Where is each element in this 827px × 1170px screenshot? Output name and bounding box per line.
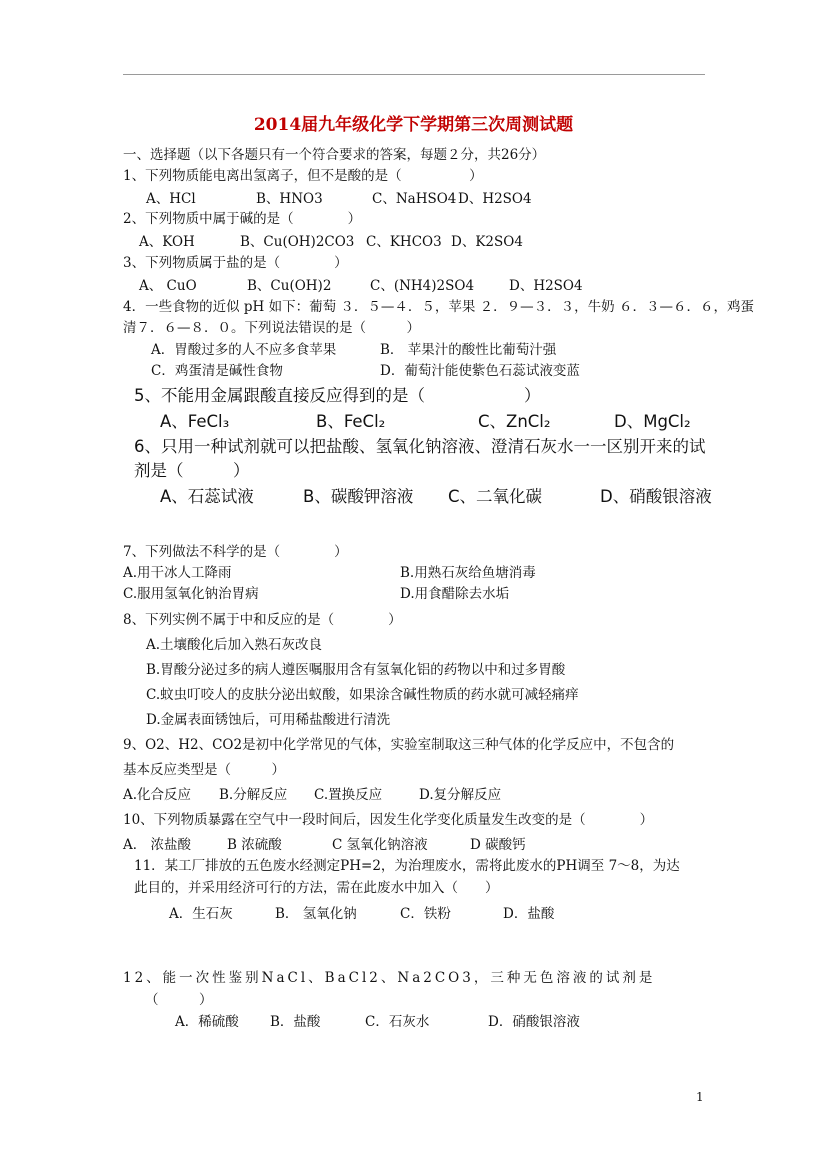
option-b: B、碳酸钾溶液 [303, 487, 414, 506]
option-c: C、二氧化碳 [448, 487, 543, 506]
option-b: B、Cu(OH)2CO3 [240, 234, 355, 250]
option-c: C、NaHSO4 [372, 191, 457, 207]
option-a: A.用干冰人工降雨 [123, 565, 232, 581]
option-c: C、KHCO3 [366, 234, 442, 250]
option-a: A．生石灰 [169, 906, 233, 922]
option-b: B.用熟石灰给鱼塘消毒 [400, 565, 536, 581]
option-b: B． 氢氧化钠 [275, 906, 357, 922]
question-3-stem: 3、下列物质属于盐的是（ ） [123, 255, 348, 271]
option-a: A．稀硫酸 [175, 1014, 239, 1030]
option-b: B、FeCl₂ [316, 412, 386, 431]
option-c: C．鸡蛋清是碱性食物 [151, 363, 283, 379]
option-b: B、HNO3 [256, 191, 323, 207]
option-d: D.复分解反应 [419, 787, 502, 803]
option-c: C.蚊虫叮咬人的皮肤分泌出蚁酸，如果涂含碱性物质的药水就可减轻痛痒 [146, 687, 579, 703]
option-c: C．石灰水 [365, 1014, 430, 1030]
page-title: 2014届九年级化学下学期第三次周测试题 [253, 115, 574, 135]
option-a: A、FeCl₃ [160, 412, 230, 431]
option-d: D 碳酸钙 [470, 837, 526, 853]
option-a: A、石蕊试液 [160, 487, 254, 506]
option-a: A、KOH [139, 234, 195, 250]
option-c: C 氢氧化钠溶液 [332, 837, 428, 853]
question-9-stem: 9、O2、H2、CO2是初中化学常见的气体，实验室制取这三种气体的化学反应中，不包含的 [123, 737, 675, 753]
question-12-stem: 12、能一次性鉴别NaCl、BaCl2、Na2CO3，三种无色溶液的试剂是 [123, 970, 656, 986]
option-b: B 浓硫酸 [227, 837, 282, 853]
option-b: B.分解反应 [219, 787, 288, 803]
question-12-stem-cont: （ ） [145, 992, 213, 1008]
option-c: C、ZnCl₂ [478, 412, 551, 431]
option-d: D、MgCl₂ [614, 412, 691, 431]
page-number: 1 [696, 1090, 704, 1104]
option-d: D．盐酸 [503, 906, 555, 922]
question-6-stem: 6、只用一种试剂就可以把盐酸、氢氧化钠溶液、澄清石灰水一一区别开来的试 [134, 437, 706, 456]
option-c: C、(NH4)2SO4 [370, 278, 475, 294]
option-b: B、Cu(OH)2 [247, 278, 332, 294]
header-rule [123, 74, 705, 75]
option-b: B．盐酸 [270, 1014, 321, 1030]
question-9-stem-cont: 基本反应类型是（ ） [123, 762, 285, 778]
question-8-stem: 8、下列实例不属于中和反应的是（ ） [123, 612, 402, 628]
question-11-stem-cont: 此目的，并采用经济可行的方法，需在此废水中加入（ ） [134, 880, 499, 896]
option-c: C.服用氢氧化钠治胃病 [123, 586, 259, 602]
option-d: D、K2SO4 [451, 234, 523, 250]
option-d: D、硝酸银溶液 [600, 487, 712, 506]
question-10-stem: 10、下列物质暴露在空气中一段时间后，因发生化学变化质量发生改变的是（ ） [123, 812, 654, 828]
question-1-stem: 1、下列物质能电离出氢离子，但不是酸的是（ ） [123, 168, 483, 184]
option-d: D.金属表面锈蚀后，可用稀盐酸进行清洗 [146, 712, 391, 728]
question-2-stem: 2、下列物质中属于碱的是（ ） [123, 211, 362, 227]
option-c: C.置换反应 [314, 787, 383, 803]
option-c: C．铁粉 [400, 906, 451, 922]
option-d: D．葡萄汁能使紫色石蕊试液变蓝 [380, 363, 580, 379]
option-a: A.化合反应 [123, 787, 192, 803]
option-a: A、HCl [146, 191, 196, 207]
option-d: D、H2SO4 [509, 278, 583, 294]
question-6-stem-cont: 剂是（ ） [134, 461, 250, 480]
option-d: D、H2SO4 [458, 191, 532, 207]
question-5-stem: 5、不能用金属跟酸直接反应得到的是（ ） [134, 386, 541, 405]
option-b: B． 苹果汁的酸性比葡萄汁强 [380, 342, 557, 358]
question-11-stem: 11．某工厂排放的五色废水经测定PH=2，为治理废水，需将此废水的PH调至 7～8，为达 [134, 858, 680, 874]
option-a: A、 CuO [139, 278, 197, 294]
option-a: A.土壤酸化后加入熟石灰改良 [146, 637, 323, 653]
option-b: B.胃酸分泌过多的病人遵医嘱服用含有氢氧化铝的药物以中和过多胃酸 [146, 662, 566, 678]
question-7-stem: 7、下列做法不科学的是（ ） [123, 544, 348, 560]
question-4-stem: 4．一些食物的近似 pH 如下：葡萄 ３．５—４．５，苹果 ２．９—３．３，牛奶 ６．３—６．６，鸡蛋 [123, 299, 754, 315]
section-heading: 一、选择题（以下各题只有一个符合要求的答案，每题２分，共26分） [123, 147, 546, 163]
question-4-stem-cont: 清７．６—８．０。下列说法错误的是（ ） [123, 320, 420, 336]
option-d: D．硝酸银溶液 [488, 1014, 580, 1030]
option-a: A． 浓盐酸 [123, 837, 192, 853]
option-d: D.用食醋除去水垢 [400, 586, 510, 602]
option-a: A．胃酸过多的人不应多食苹果 [151, 342, 337, 358]
